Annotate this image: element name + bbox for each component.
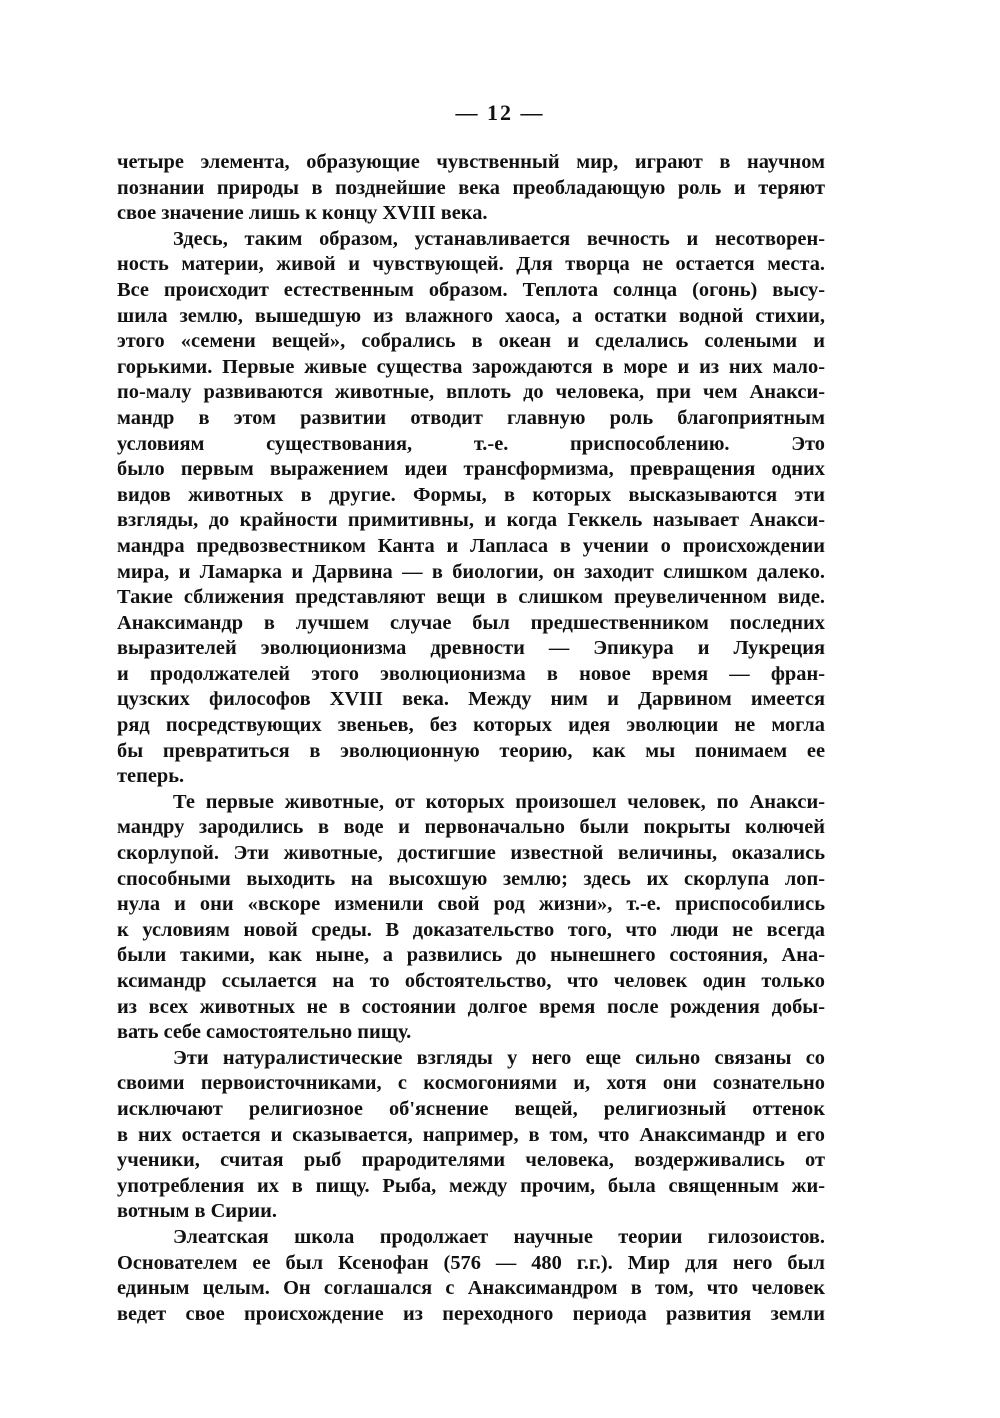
text-line: Элеатская школа продолжает научные теории гилозоистов.	[173, 1225, 825, 1248]
text-line: по-малу развиваются животные, вплоть до человека, при чем Анакси-	[117, 381, 825, 404]
text-line: видов животных в другие. Формы, в которых высказываются эти	[117, 483, 825, 506]
text-line: Такие сближения представляют вещи в слишком преувеличенном виде.	[117, 586, 825, 609]
text-line: цузских философов XVIII века. Между ним и Дарвином имеется	[117, 688, 825, 711]
body-text	[117, 150, 825, 1327]
text-line: ведет свое происхождение из переходного периода развития земли	[117, 1302, 825, 1325]
text-line: единым целым. Он соглашался с Анаксимандром в том, что человек	[117, 1277, 825, 1300]
text-line: ряд посредствующих звеньев, без которых идея эволюции не могла	[117, 714, 825, 737]
text-line: из всех животных не в состоянии долгое время после рождения добы-	[117, 995, 825, 1018]
text-line: были такими, как ныне, а развились до нынешнего состояния, Ана-	[117, 944, 825, 967]
text-line: ность материи, живой и чувствующей. Для творца не остается места.	[117, 253, 825, 276]
paragraph	[117, 1046, 825, 1225]
text-line: взгляды, до крайности примитивны, и когда Геккель называет Анакси-	[117, 509, 825, 532]
text-line: мандр в этом развитии отводит главную роль благоприятным	[117, 406, 825, 429]
text-line: мандра предвозвестником Канта и Лапласа в учении о происхождении	[117, 534, 825, 557]
text-line: Все происходит естественным образом. Теплота солнца (огонь) высу-	[117, 278, 825, 301]
text-line: своими первоисточниками, с космогониями и, хотя они сознательно	[117, 1072, 825, 1095]
text-line: мира, и Ламарка и Дарвина — в биологии, он заходит слишком далеко.	[117, 560, 825, 583]
text-line: к условиям новой среды. В доказательство того, что люди не всегда	[117, 918, 825, 941]
text-line: способными выходить на высохшую землю; здесь их скорлупа лоп-	[117, 867, 825, 890]
text-line: четыре элемента, образующие чувственный мир, играют в научном	[117, 151, 825, 173]
text-line: ксимандр ссылается на то обстоятельство, что человек один только	[117, 970, 825, 992]
text-line: ученики, считая рыб прародителями человека, воздерживались от	[117, 1149, 825, 1172]
text-line: теперь.	[117, 765, 185, 788]
text-line: и продолжателей этого эволюционизма в новое время — фран-	[117, 662, 825, 685]
page-number: — 12 —	[455, 100, 545, 125]
text-line: употребления их в пищу. Рыба, между прочим, была священным жи-	[117, 1174, 825, 1197]
text-line: вотным в Сирии.	[117, 1200, 277, 1223]
text-line: этого «семени вещей», собрались в океан и сделались солеными и	[117, 330, 825, 353]
text-line: горькими. Первые живые существа зарождаются в море и из них мало-	[117, 355, 825, 378]
paragraph	[117, 150, 825, 227]
text-line: было первым выражением идеи трансформизма, превращения одних	[117, 458, 825, 481]
text-line: бы превратиться в эволюционную теорию, как мы понимаем ее	[117, 739, 825, 762]
text-line: мандру зародились в воде и первоначально были покрыты колючей	[117, 816, 825, 839]
text-line: нула и они «вскоре изменили свой род жизни», т.-е. приспособились	[117, 893, 825, 916]
text-line: Те первые животные, от которых произошел человек, по Анакси-	[173, 790, 825, 813]
text-line: вать себе самостоятельно пищу.	[117, 1021, 412, 1044]
text-line: шила землю, вышедшую из влажного хаоса, а остатки водной стихии,	[117, 304, 825, 327]
text-line: скорлупой. Эти животные, достигшие известной величины, оказались	[117, 842, 825, 865]
text-line: условиям существования, т.-е. приспособлению. Это	[117, 432, 825, 455]
text-line: познании природы в позднейшие века преобладающую роль и теряют	[117, 176, 825, 199]
text-line: Основателем ее был Ксенофан (576 — 480 г.г.). Мир для него был	[117, 1251, 825, 1274]
paragraph	[117, 1225, 825, 1327]
text-line: Эти натуралистические взгляды у него еще сильно связаны со	[173, 1046, 825, 1069]
text-line: Здесь, таким образом, устанавливается вечность и несотворен-	[173, 227, 825, 250]
text-line: в них остается и сказывается, например, в том, что Анаксимандр и его	[117, 1123, 825, 1146]
paragraph	[117, 227, 825, 790]
text-line: выразителей эволюционизма древности — Эпикура и Лукреция	[117, 637, 825, 660]
text-line: свое значение лишь к концу XVIII века.	[117, 202, 488, 225]
paragraph	[117, 790, 825, 1046]
text-line: исключают религиозное об'яснение вещей, религиозный оттенок	[117, 1097, 825, 1120]
text-line: Анаксимандр в лучшем случае был предшественником последних	[117, 611, 825, 634]
